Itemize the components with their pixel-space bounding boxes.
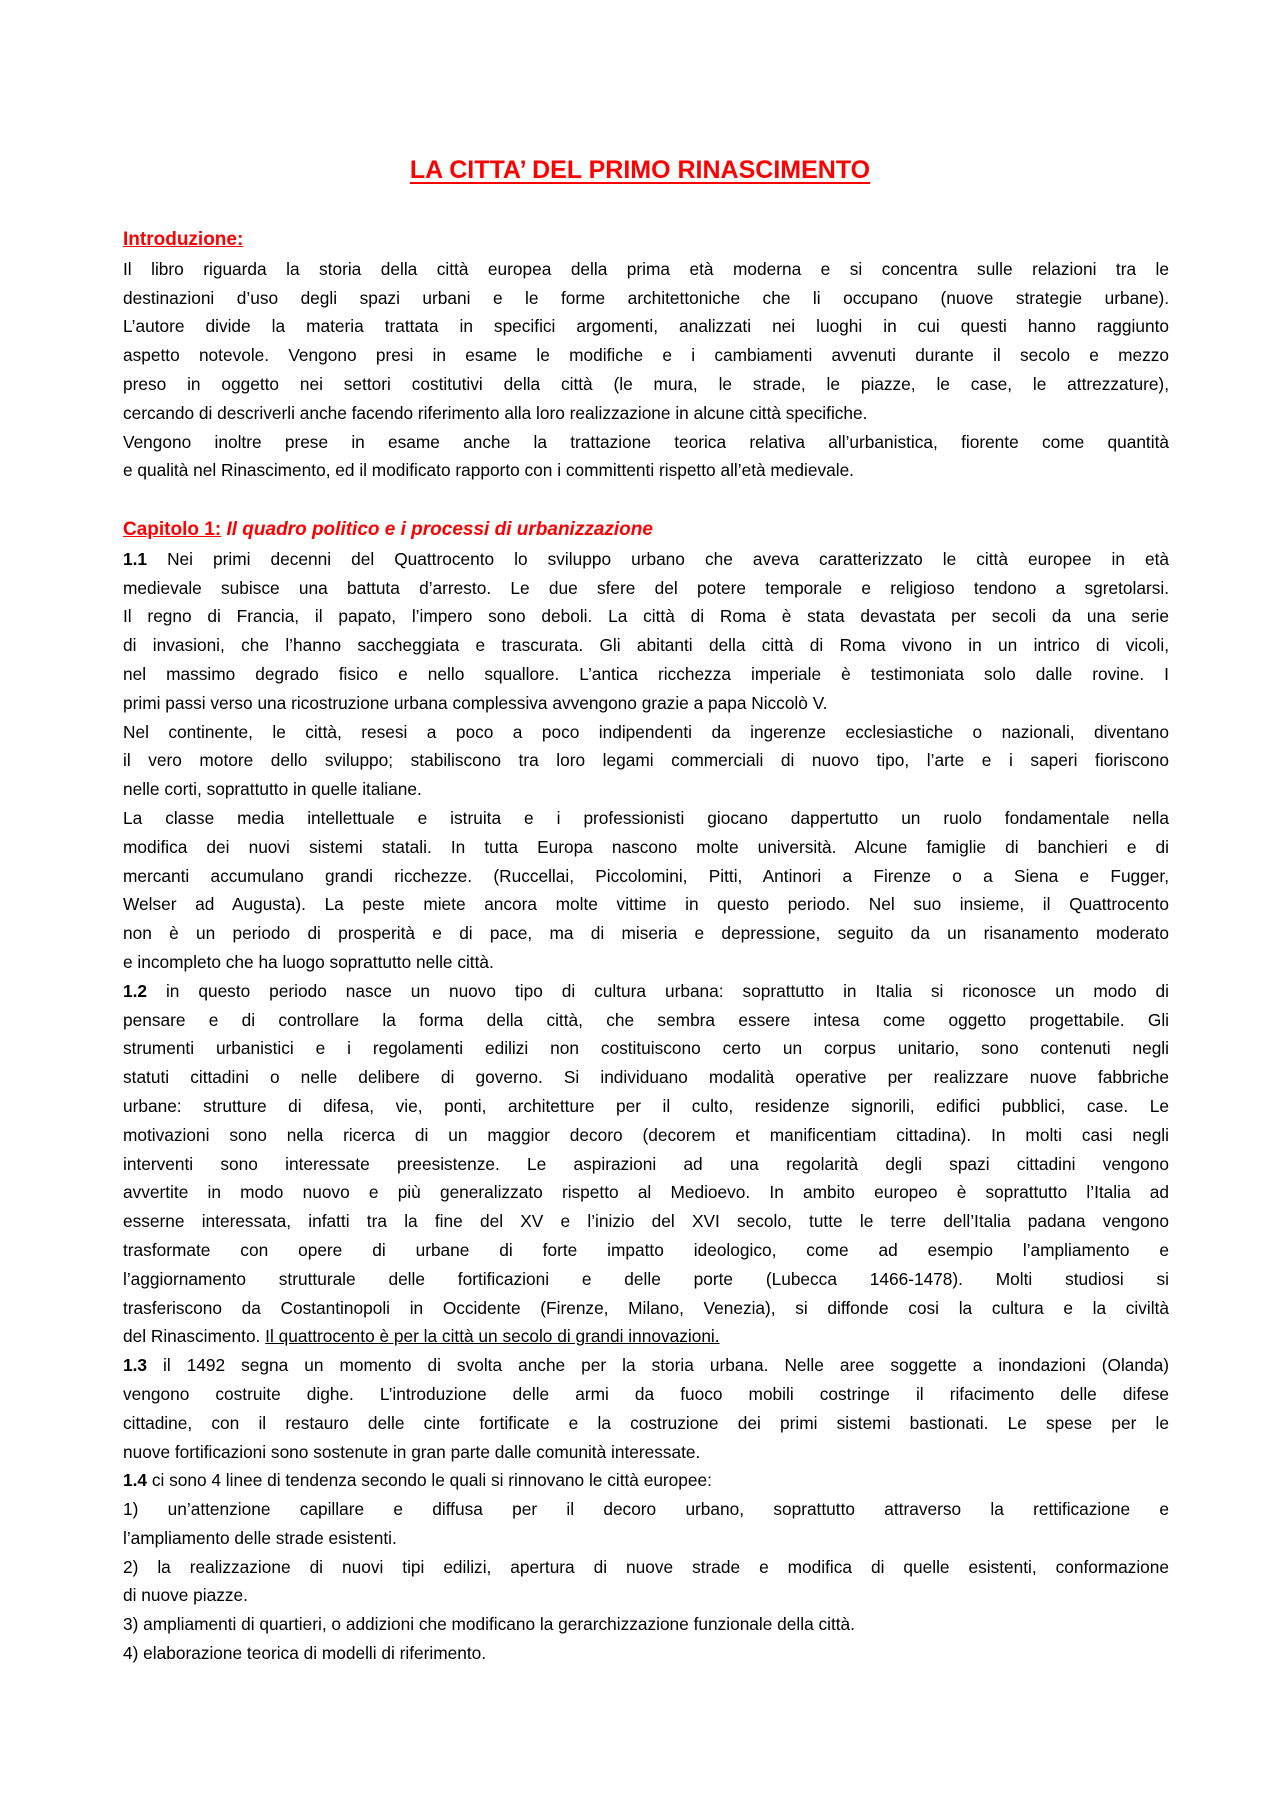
- text-line: [123, 689, 1169, 718]
- line-text: l’ampliamento delle strade esistenti.: [123, 1527, 397, 1548]
- document-title: [0, 156, 1280, 185]
- text-line: [123, 1150, 1169, 1179]
- section-number: 1.1: [123, 548, 148, 569]
- text-line: [123, 948, 1169, 977]
- line-text: Il libro riguarda la storia della città europea della prima età moderna e si concentra sulle relazioni tra le: [123, 258, 1169, 279]
- line-text: ci sono 4 linee di tendenza secondo le quali si rinnovano le città europee:: [147, 1470, 712, 1491]
- line-text: 1) un’attenzione capillare e diffusa per il decoro urbano, soprattutto attraverso la rettificazione e: [123, 1499, 1169, 1520]
- text-line: [123, 1236, 1169, 1265]
- line-text: nelle corti, soprattutto in quelle italiane.: [123, 779, 422, 800]
- text-line: [123, 1006, 1169, 1035]
- text-line: [123, 977, 1169, 1006]
- text-line: [123, 1524, 1169, 1553]
- line-text: preso in oggetto nei settori costitutivi della città (le mura, le strade, le piazze, le case, le attrezzature),: [123, 373, 1169, 394]
- text-line: [123, 1322, 1169, 1351]
- text-line: [123, 775, 1169, 804]
- chapter-1-body: [123, 545, 1169, 1668]
- section-number: 1.2: [123, 980, 148, 1001]
- line-text: non è un periodo di prosperità e di pace, ma di miseria e depressione, seguito da un risanamento moderato: [123, 923, 1169, 944]
- line-text: modifica dei nuovi sistemi statali. In tutta Europa nascono molte università. Alcune famiglie di banchieri e di: [123, 836, 1169, 857]
- line-text: destinazioni d’uso degli spazi urbani e le forme architettoniche che li occupano (nuove strategie urbane).: [123, 287, 1169, 308]
- text-line: [123, 1581, 1169, 1610]
- underlined-text: Il quattrocento è per la città un secolo di grandi innovazioni.: [265, 1326, 720, 1347]
- line-text: cercando di descriverli anche facendo riferimento alla loro realizzazione in alcune città specifiche.: [123, 402, 868, 423]
- line-text: medievale subisce una battuta d’arresto. Le due sfere del potere temporale e religioso tendono a sgretolarsi.: [123, 577, 1169, 598]
- text-line: [123, 1495, 1169, 1524]
- line-text: del Rinascimento.: [123, 1326, 266, 1347]
- introduction-section: [123, 226, 1169, 485]
- text-line: [123, 862, 1169, 891]
- line-text: vengono costruite dighe. L’introduzione delle armi da fuoco mobili costringe il rifacimento delle difese: [123, 1383, 1169, 1404]
- line-text: La classe media intellettuale e istruita e i professionisti giocano dappertutto un ruolo fondamentale nella: [123, 807, 1169, 828]
- line-text: e incompleto che ha luogo soprattutto nelle città.: [123, 951, 494, 972]
- line-text: Nei primi decenni del Quattrocento lo sviluppo urbano che aveva caratterizzato le città europee in età: [147, 548, 1169, 569]
- text-line: [123, 602, 1169, 631]
- line-text: primi passi verso una ricostruzione urbana complessiva avvengono grazie a papa Niccolò V.: [123, 692, 828, 713]
- section-number: 1.3: [123, 1355, 148, 1376]
- line-text: Nel continente, le città, resesi a poco a poco indipendenti da ingerenze ecclesiastiche o nazionali, diventano: [123, 721, 1169, 742]
- line-text: avvertite in modo nuovo e più generalizzato rispetto al Medioevo. In ambito europeo è soprattutto l’Italia ad: [123, 1182, 1169, 1203]
- line-text: aspetto notevole. Vengono presi in esame le modifiche e i cambiamenti avvenuti durante il secolo e mezzo: [123, 345, 1169, 366]
- text-line: [123, 890, 1169, 919]
- text-line: [123, 804, 1169, 833]
- text-line: [123, 746, 1169, 775]
- text-line: [123, 284, 1169, 313]
- line-text: l’aggiornamento strutturale delle fortificazioni e delle porte (Lubecca 1466-1478). Molti studiosi si: [123, 1268, 1169, 1289]
- text-line: [123, 399, 1169, 428]
- text-line: [123, 1380, 1169, 1409]
- line-text: trasformate con opere di urbane di forte impatto ideologico, come ad esempio l’ampliamento e: [123, 1239, 1169, 1260]
- line-text: cittadine, con il restauro delle cinte fortificate e la costruzione dei primi sistemi bastionati. Le spese per le: [123, 1412, 1169, 1433]
- text-line: [123, 1092, 1169, 1121]
- text-line: [123, 1351, 1169, 1380]
- text-line: [123, 1034, 1169, 1063]
- line-text: pensare e di controllare la forma della città, che sembra essere intesa come oggetto progettabile. Gli: [123, 1009, 1169, 1030]
- text-line: [123, 1265, 1169, 1294]
- text-line: [123, 574, 1169, 603]
- introduction-body: [123, 255, 1169, 485]
- line-text: 3) ampliamenti di quartieri, o addizioni che modificano la gerarchizzazione funzionale della città.: [123, 1614, 855, 1635]
- line-text: il vero motore dello sviluppo; stabiliscono tra loro legami commerciali di nuovo tipo, l’arte e i saperi fioriscono: [123, 750, 1169, 771]
- line-text: strumenti urbanistici e i regolamenti edilizi non costituiscono certo un corpus unitario, sono contenuti negli: [123, 1038, 1169, 1059]
- line-text: interventi sono interessate preesistenze. Le aspirazioni ad una regolarità degli spazi cittadini vengono: [123, 1153, 1169, 1174]
- text-line: [123, 255, 1169, 284]
- line-text: Vengono inoltre prese in esame anche la trattazione teorica relativa all’urbanistica, fiorente come quantità: [123, 431, 1169, 452]
- line-text: il 1492 segna un momento di svolta anche per la storia urbana. Nelle aree soggette a inondazioni (Olanda): [147, 1355, 1169, 1376]
- line-text: di invasioni, che l’hanno saccheggiata e trascurata. Gli abitanti della città di Roma vivono in un intrico di vicoli,: [123, 635, 1169, 656]
- chapter-1-label: Capitolo 1:: [123, 519, 222, 540]
- document-title-text: LA CITTA’ DEL PRIMO RINASCIMENTO: [409, 156, 871, 184]
- line-text: e qualità nel Rinascimento, ed il modificato rapporto con i committenti rispetto all’età medievale.: [123, 460, 854, 481]
- text-line: [123, 1121, 1169, 1150]
- text-line: [123, 1438, 1169, 1467]
- text-line: [123, 833, 1169, 862]
- text-line: [123, 660, 1169, 689]
- chapter-1-section: [123, 516, 1169, 1668]
- line-text: mercanti accumulano grandi ricchezze. (Ruccellai, Piccolomini, Pitti, Antinori a Firenze o a Siena e Fugger,: [123, 865, 1169, 886]
- text-line: [123, 631, 1169, 660]
- text-line: [123, 718, 1169, 747]
- line-text: 4) elaborazione teorica di modelli di riferimento.: [123, 1643, 487, 1664]
- text-line: [123, 1466, 1169, 1495]
- text-line: [123, 312, 1169, 341]
- text-line: [123, 1063, 1169, 1092]
- text-line: [123, 1639, 1169, 1668]
- introduction-heading-text: Introduzione:: [123, 229, 244, 250]
- line-text: di nuove piazze.: [123, 1585, 248, 1606]
- text-line: [123, 1553, 1169, 1582]
- text-line: [123, 341, 1169, 370]
- line-text: 2) la realizzazione di nuovi tipi edilizi, apertura di nuove strade e modifica di quelle esistenti, conformazione: [123, 1556, 1169, 1577]
- text-line: [123, 545, 1169, 574]
- line-text: motivazioni sono nella ricerca di un maggior decoro (decorem et manificentiam cittadina). In molti casi negli: [123, 1124, 1169, 1145]
- section-number: 1.4: [123, 1470, 148, 1491]
- text-line: [123, 1409, 1169, 1438]
- line-text: Il regno di Francia, il papato, l’impero sono deboli. La città di Roma è stata devastata per secoli da una serie: [123, 606, 1169, 627]
- text-line: [123, 1178, 1169, 1207]
- line-text: nel massimo degrado fisico e nello squallore. L’antica ricchezza imperiale è testimoniata solo dalle rovine. I: [123, 663, 1169, 684]
- line-text: Welser ad Augusta). La peste miete ancora molte vittime in questo periodo. Nel suo insieme, il Quattrocento: [123, 894, 1169, 915]
- line-text: statuti cittadini o nelle delibere di governo. Si individuano modalità operative per realizzare nuove fabbriche: [123, 1067, 1169, 1088]
- text-line: [123, 370, 1169, 399]
- text-line: [123, 919, 1169, 948]
- introduction-heading: [123, 226, 1169, 255]
- line-text: nuove fortificazioni sono sostenute in gran parte dalle comunità interessate.: [123, 1441, 701, 1462]
- line-text: L’autore divide la materia trattata in specifici argomenti, analizzati nei luoghi in cui questi hanno raggiunto: [123, 316, 1169, 337]
- text-line: [123, 456, 1169, 485]
- text-line: [123, 428, 1169, 457]
- text-line: [123, 1294, 1169, 1323]
- chapter-1-subtitle: Il quadro politico e i processi di urbanizzazione: [226, 519, 653, 540]
- line-text: esserne interessata, infatti tra la fine del XV e l’inizio del XVI secolo, tutte le terre dell’Italia padana vengono: [123, 1211, 1169, 1232]
- chapter-1-heading: [123, 516, 1169, 545]
- line-text: trasferiscono da Costantinopoli in Occidente (Firenze, Milano, Venezia), si diffonde cosi la cultura e la civiltà: [123, 1297, 1169, 1318]
- text-line: [123, 1610, 1169, 1639]
- text-line: [123, 1207, 1169, 1236]
- line-text: in questo periodo nasce un nuovo tipo di cultura urbana: soprattutto in Italia si riconosce un modo di: [147, 980, 1169, 1001]
- line-text: urbane: strutture di difesa, vie, ponti, architetture per il culto, residenze signorili, edifici pubblici, case. Le: [123, 1095, 1169, 1116]
